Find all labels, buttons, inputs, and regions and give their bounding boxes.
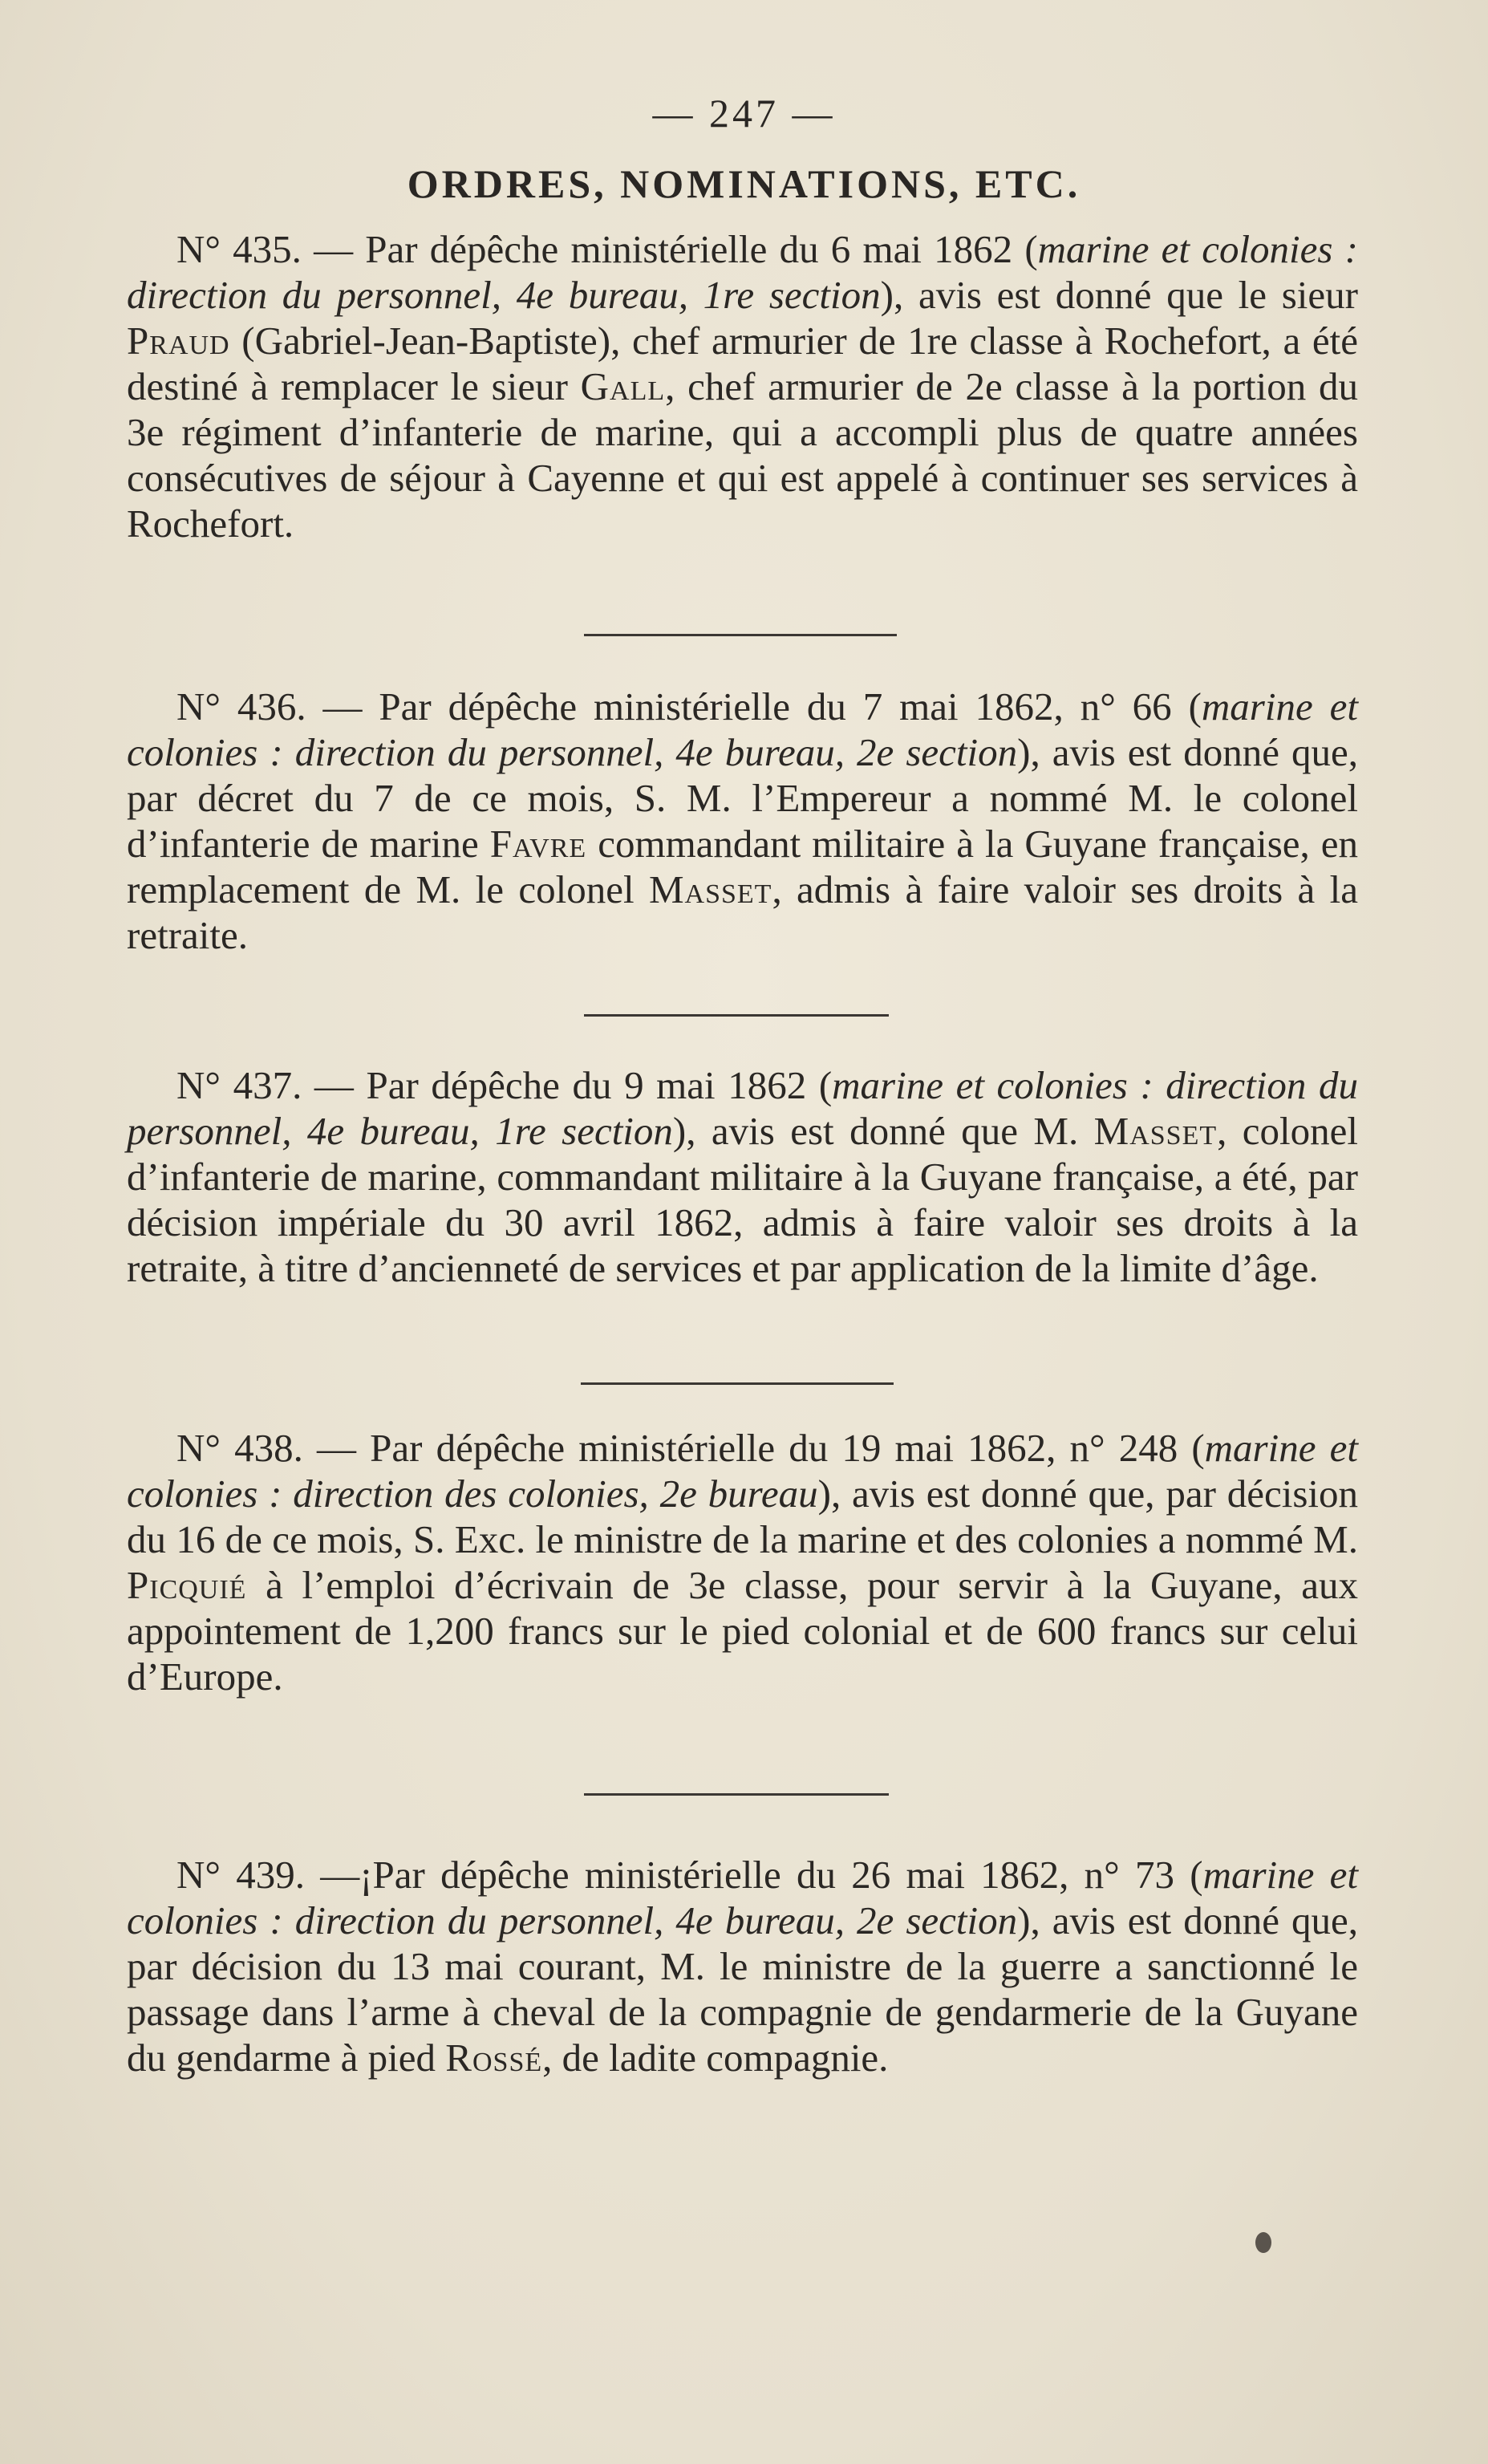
entry-paragraph <box>127 1852 1358 2080</box>
person-name: Picquié <box>127 1563 247 1607</box>
entry-text: ), avis est donné que, par décision du 16 de ce mois, S. Exc. le ministre de la marine et des colonies a nommé M. <box>127 1471 1358 1561</box>
entry-source: marine et colonies : direction du personnel, 4e bureau, 2e section <box>127 684 1358 774</box>
person-name: Praud <box>127 319 230 363</box>
entry-paragraph <box>127 226 1358 546</box>
entry-text: , admis à faire valoir ses droits à la retraite. <box>127 867 1359 957</box>
entry-437 <box>127 1062 1358 1291</box>
ink-spot <box>1255 2232 1271 2253</box>
separator-rule <box>584 634 897 636</box>
entry-435 <box>127 226 1358 546</box>
entry-paragraph <box>127 1425 1358 1699</box>
entry-text: ), avis est donné que M. <box>672 1109 1094 1153</box>
section-heading: ORDRES, NOMINATIONS, ETC. <box>407 161 1081 206</box>
person-name: Gall <box>580 364 666 408</box>
entry-text: ), avis est donné que, par décision du 13 mai courant, M. le ministre de la guerre a sanctionné le passage dans l’arme à cheval de la compagnie de gendarmerie de la Guyane du gendarme à pied <box>127 1898 1358 2080</box>
entry-lead: N° 437. — Par dépêche du 9 mai 1862 ( <box>176 1063 833 1107</box>
entry-lead: N° 436. — Par dépêche ministérielle du 7 mai 1862, n° 66 ( <box>176 684 1202 729</box>
person-name: Favre <box>489 822 587 866</box>
entry-text: (Gabriel-Jean-Baptiste), chef armurier de 1re classe à Rochefort, a été destiné à remplacer le sieur <box>127 319 1358 408</box>
page-number: — 247 — <box>652 91 836 136</box>
entry-paragraph <box>127 684 1358 958</box>
person-name: Rossé <box>445 2036 543 2080</box>
separator-rule <box>581 1382 894 1385</box>
entry-text: ), avis est donné que, par décret du 7 de ce mois, S. M. l’Empereur a nommé M. le colonel d’infanterie de marine <box>127 730 1358 866</box>
separator-rule <box>584 1014 889 1017</box>
entry-438 <box>127 1425 1358 1699</box>
entry-text: , chef armurier de 2e classe à la portion du 3e régiment d’infanterie de marine, qui a accompli plus de quatre années consécutives de séjour à Cayenne et qui est appelé à continuer ses services à Rochefort. <box>127 364 1358 546</box>
entry-text: ), avis est donné que le sieur <box>880 273 1358 317</box>
separator-rule <box>584 1793 889 1796</box>
entry-text: , colonel d’infanterie de marine, commandant militaire à la Guyane française, a été, par décision impériale du 30 avril 1862, admis à faire valoir ses droits à la retraite, à titre d’ancienneté de services et par application de la limite d’âge. <box>127 1109 1358 1290</box>
entry-source: marine et colonies : direction du personnel, 4e bureau, 1re section <box>127 227 1358 317</box>
entry-lead: N° 435. — Par dépêche ministérielle du 6 mai 1862 ( <box>176 227 1038 271</box>
entry-lead: N° 438. — Par dépêche ministérielle du 19 mai 1862, n° 248 ( <box>176 1426 1205 1470</box>
entry-source: marine et colonies : direction du personnel, 4e bureau, 2e section <box>127 1853 1358 1942</box>
entry-source: marine et colonies : direction du personnel, 4e bureau, 1re section <box>127 1063 1358 1153</box>
entry-text: , de ladite compagnie. <box>542 2036 889 2080</box>
entry-source: marine et colonies : direction des colonies, 2e bureau <box>127 1426 1358 1516</box>
entry-text: à l’emploi d’écrivain de 3e classe, pour servir à la Guyane, aux appointement de 1,200 francs sur le pied colonial et de 600 francs sur celui d’Europe. <box>127 1563 1358 1699</box>
entry-436 <box>127 684 1358 958</box>
entry-text: commandant militaire à la Guyane française, en remplacement de M. le colonel <box>127 822 1358 911</box>
entry-439 <box>127 1852 1358 2080</box>
entry-paragraph <box>127 1062 1358 1291</box>
entry-lead: N° 439. —¡Par dépêche ministérielle du 26 mai 1862, n° 73 ( <box>176 1853 1203 1897</box>
person-name: Masset <box>1093 1109 1218 1153</box>
person-name: Masset <box>648 867 772 911</box>
